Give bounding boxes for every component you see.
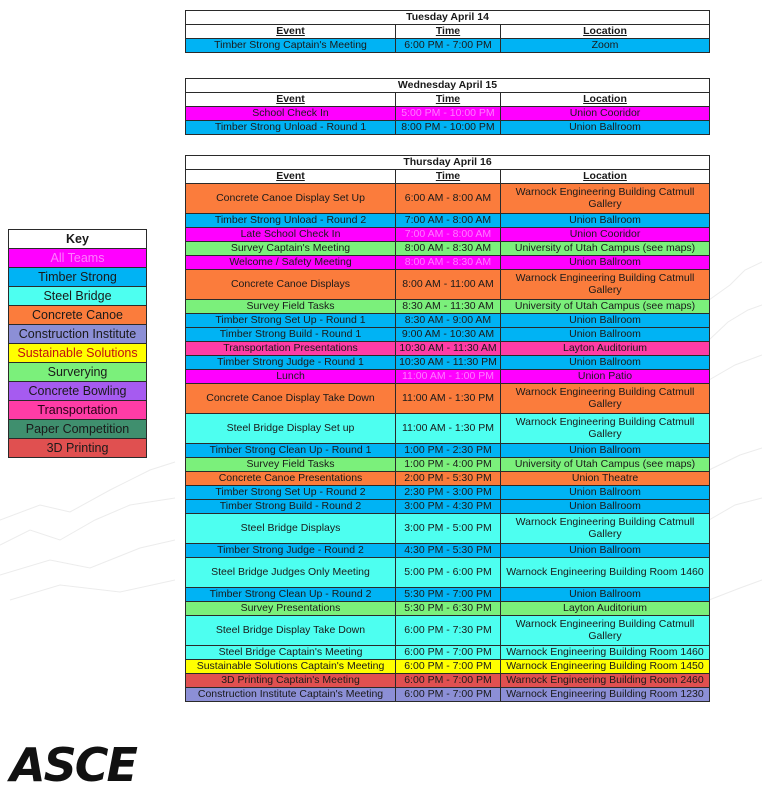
time-column-header: Time [396, 93, 501, 107]
time-cell: 7:00 AM - 8:00 AM [396, 214, 501, 228]
time-cell: 1:00 PM - 4:00 PM [396, 458, 501, 472]
event-cell: Welcome / Safety Meeting [186, 256, 396, 270]
location-cell: Union Ballroom [501, 328, 710, 342]
location-cell: Layton Auditorium [501, 342, 710, 356]
key-row [9, 363, 147, 382]
event-cell: Steel Bridge Captain's Meeting [186, 646, 396, 660]
event-cell: Timber Strong Unload - Round 1 [186, 121, 396, 135]
location-cell: Union Ballroom [501, 121, 710, 135]
location-cell: Union Patio [501, 370, 710, 384]
location-cell: Warnock Engineering Building Catmull Gallery [501, 414, 710, 444]
location-cell: Warnock Engineering Building Catmull Gallery [501, 384, 710, 414]
time-cell: 4:30 PM - 5:30 PM [396, 544, 501, 558]
schedule-row [186, 616, 710, 646]
day-title: Wednesday April 15 [186, 79, 710, 93]
event-cell: Timber Strong Judge - Round 1 [186, 356, 396, 370]
time-cell: 3:00 PM - 5:00 PM [396, 514, 501, 544]
time-cell: 5:30 PM - 6:30 PM [396, 602, 501, 616]
key-row [9, 382, 147, 401]
location-cell: Warnock Engineering Building Catmull Gallery [501, 616, 710, 646]
key-row [9, 325, 147, 344]
location-cell: Union Cooridor [501, 107, 710, 121]
schedule-row [186, 314, 710, 328]
event-cell: Timber Strong Set Up - Round 1 [186, 314, 396, 328]
location-cell: Union Ballroom [501, 356, 710, 370]
event-cell: Timber Strong Clean Up - Round 2 [186, 588, 396, 602]
event-cell: Lunch [186, 370, 396, 384]
schedule-row [186, 214, 710, 228]
event-cell: 3D Printing Captain's Meeting [186, 674, 396, 688]
key-label: Sustainable Solutions [9, 344, 147, 363]
time-cell: 8:00 AM - 11:00 AM [396, 270, 501, 300]
time-cell: 8:00 AM - 8:30 AM [396, 242, 501, 256]
time-cell: 11:00 AM - 1:30 PM [396, 384, 501, 414]
time-cell: 8:30 AM - 11:30 AM [396, 300, 501, 314]
schedule-row [186, 328, 710, 342]
time-cell: 3:00 PM - 4:30 PM [396, 500, 501, 514]
schedule-row [186, 472, 710, 486]
event-cell: Survey Field Tasks [186, 300, 396, 314]
schedule-row [186, 384, 710, 414]
schedule-row [186, 342, 710, 356]
event-cell: Transportation Presentations [186, 342, 396, 356]
event-cell: Concrete Canoe Displays [186, 270, 396, 300]
schedule-row [186, 121, 710, 135]
event-cell: Survey Presentations [186, 602, 396, 616]
schedule-row [186, 270, 710, 300]
location-cell: Union Theatre [501, 472, 710, 486]
schedule-row [186, 184, 710, 214]
thursday-schedule-table [185, 155, 710, 702]
time-cell: 1:00 PM - 2:30 PM [396, 444, 501, 458]
schedule-row [186, 444, 710, 458]
location-cell: Warnock Engineering Building Catmull Gallery [501, 184, 710, 214]
location-cell: University of Utah Campus (see maps) [501, 242, 710, 256]
schedule-row [186, 242, 710, 256]
location-cell: University of Utah Campus (see maps) [501, 458, 710, 472]
schedule-row [186, 228, 710, 242]
time-cell: 5:30 PM - 7:00 PM [396, 588, 501, 602]
key-label: Transportation [9, 401, 147, 420]
time-cell: 10:30 AM - 11:30 PM [396, 356, 501, 370]
location-cell: Union Ballroom [501, 256, 710, 270]
day-title: Thursday April 16 [186, 156, 710, 170]
schedule-row [186, 544, 710, 558]
schedule-row [186, 500, 710, 514]
time-column-header: Time [396, 170, 501, 184]
time-cell: 6:00 PM - 7:00 PM [396, 646, 501, 660]
time-cell: 11:00 AM - 1:30 PM [396, 414, 501, 444]
schedule-row [186, 356, 710, 370]
schedule-row [186, 458, 710, 472]
key-row [9, 439, 147, 458]
event-cell: Timber Strong Unload - Round 2 [186, 214, 396, 228]
event-cell: Timber Strong Build - Round 1 [186, 328, 396, 342]
schedule-row [186, 107, 710, 121]
key-label: Paper Competition [9, 420, 147, 439]
event-cell: Concrete Canoe Presentations [186, 472, 396, 486]
time-cell: 9:00 AM - 10:30 AM [396, 328, 501, 342]
time-cell: 8:30 AM - 9:00 AM [396, 314, 501, 328]
schedule-row [186, 370, 710, 384]
location-column-header: Location [501, 93, 710, 107]
key-row [9, 249, 147, 268]
key-title: Key [9, 230, 147, 249]
location-cell: Union Ballroom [501, 214, 710, 228]
schedule-row [186, 514, 710, 544]
time-cell: 6:00 AM - 8:00 AM [396, 184, 501, 214]
key-row [9, 401, 147, 420]
schedule-row [186, 558, 710, 588]
time-cell: 2:30 PM - 3:00 PM [396, 486, 501, 500]
event-cell: Survey Field Tasks [186, 458, 396, 472]
event-cell: Steel Bridge Judges Only Meeting [186, 558, 396, 588]
event-cell: Timber Strong Judge - Round 2 [186, 544, 396, 558]
key-label: Steel Bridge [9, 287, 147, 306]
asce-logo: ASCE [10, 738, 136, 792]
time-column-header: Time [396, 25, 501, 39]
wednesday-schedule-table [185, 78, 710, 135]
time-cell: 2:00 PM - 5:30 PM [396, 472, 501, 486]
location-cell: Warnock Engineering Building Catmull Gallery [501, 514, 710, 544]
schedule-row [186, 256, 710, 270]
event-column-header: Event [186, 170, 396, 184]
location-column-header: Location [501, 25, 710, 39]
key-label: Surverying [9, 363, 147, 382]
location-cell: Union Ballroom [501, 588, 710, 602]
location-cell: Warnock Engineering Building Room 1450 [501, 660, 710, 674]
color-key-table [8, 229, 147, 458]
time-cell: 6:00 PM - 7:00 PM [396, 660, 501, 674]
location-cell: Union Ballroom [501, 444, 710, 458]
location-cell: Warnock Engineering Building Room 1230 [501, 688, 710, 702]
key-row [9, 306, 147, 325]
location-cell: Union Ballroom [501, 544, 710, 558]
event-cell: Sustainable Solutions Captain's Meeting [186, 660, 396, 674]
event-cell: Timber Strong Set Up - Round 2 [186, 486, 396, 500]
location-cell: Layton Auditorium [501, 602, 710, 616]
tuesday-schedule-table [185, 10, 710, 53]
time-cell: 6:00 PM - 7:00 PM [396, 688, 501, 702]
schedule-row [186, 588, 710, 602]
time-cell: 10:30 AM - 11:30 AM [396, 342, 501, 356]
schedule-row [186, 414, 710, 444]
time-cell: 11:00 AM - 1:00 PM [396, 370, 501, 384]
schedule-row [186, 602, 710, 616]
schedule-row [186, 300, 710, 314]
event-column-header: Event [186, 25, 396, 39]
time-cell: 5:00 PM - 10:00 PM [396, 107, 501, 121]
time-cell: 5:00 PM - 6:00 PM [396, 558, 501, 588]
location-cell: Warnock Engineering Building Room 2460 [501, 674, 710, 688]
key-label: Concrete Bowling [9, 382, 147, 401]
key-label: All Teams [9, 249, 147, 268]
key-row [9, 420, 147, 439]
event-column-header: Event [186, 93, 396, 107]
schedule-row [186, 486, 710, 500]
key-label: Timber Strong [9, 268, 147, 287]
event-cell: Timber Strong Build - Round 2 [186, 500, 396, 514]
key-row [9, 287, 147, 306]
key-row [9, 268, 147, 287]
event-cell: Steel Bridge Displays [186, 514, 396, 544]
key-label: Construction Institute [9, 325, 147, 344]
location-cell: University of Utah Campus (see maps) [501, 300, 710, 314]
location-cell: Union Ballroom [501, 486, 710, 500]
event-cell: Steel Bridge Display Take Down [186, 616, 396, 646]
location-cell: Warnock Engineering Building Room 1460 [501, 646, 710, 660]
event-cell: Late School Check In [186, 228, 396, 242]
event-cell: Timber Strong Clean Up - Round 1 [186, 444, 396, 458]
key-label: 3D Printing [9, 439, 147, 458]
day-title: Tuesday April 14 [186, 11, 710, 25]
schedule-row [186, 674, 710, 688]
time-cell: 8:00 AM - 8:30 AM [396, 256, 501, 270]
schedule-row [186, 646, 710, 660]
time-cell: 6:00 PM - 7:00 PM [396, 674, 501, 688]
key-row [9, 344, 147, 363]
location-cell: Warnock Engineering Building Catmull Gallery [501, 270, 710, 300]
key-label: Concrete Canoe [9, 306, 147, 325]
event-cell: Steel Bridge Display Set up [186, 414, 396, 444]
location-column-header: Location [501, 170, 710, 184]
time-cell: 6:00 PM - 7:30 PM [396, 616, 501, 646]
location-cell: Union Cooridor [501, 228, 710, 242]
location-cell: Union Ballroom [501, 500, 710, 514]
time-cell: 7:00 AM - 8:00 AM [396, 228, 501, 242]
event-cell: Concrete Canoe Display Take Down [186, 384, 396, 414]
time-cell: 6:00 PM - 7:00 PM [396, 39, 501, 53]
location-cell: Warnock Engineering Building Room 1460 [501, 558, 710, 588]
schedule-row [186, 39, 710, 53]
schedule-row [186, 688, 710, 702]
event-cell: Construction Institute Captain's Meeting [186, 688, 396, 702]
location-cell: Union Ballroom [501, 314, 710, 328]
event-cell: Concrete Canoe Display Set Up [186, 184, 396, 214]
event-cell: Timber Strong Captain's Meeting [186, 39, 396, 53]
location-cell: Zoom [501, 39, 710, 53]
event-cell: Survey Captain's Meeting [186, 242, 396, 256]
event-cell: School Check In [186, 107, 396, 121]
time-cell: 8:00 PM - 10:00 PM [396, 121, 501, 135]
schedule-row [186, 660, 710, 674]
